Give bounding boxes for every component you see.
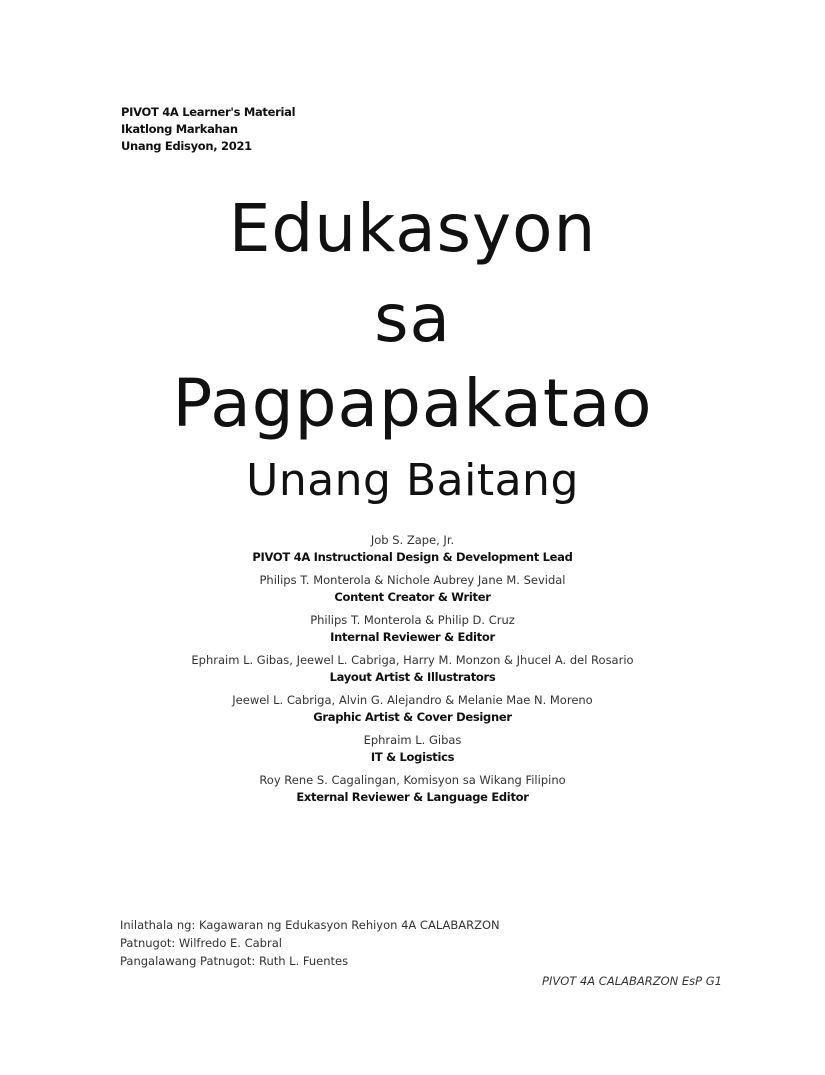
credit-role: External Reviewer & Language Editor [296, 790, 529, 804]
credit-names: Roy Rene S. Cagalingan, Komisyon sa Wikang Filipino [259, 773, 566, 787]
credit-entry [0, 572, 825, 606]
quarter-label: Ikatlong Markahan [121, 122, 238, 136]
credit-entry [0, 692, 825, 726]
publication-info [120, 916, 500, 970]
credit-role: IT & Logistics [370, 750, 455, 764]
title-line-2: sa [374, 280, 451, 357]
credit-entry [0, 772, 825, 806]
title-line-3: Pagpapakatao [172, 365, 653, 442]
page-footer: PIVOT 4A CALABARZON EsP G1 [542, 974, 722, 988]
title-line-1: Edukasyon [228, 190, 597, 267]
credit-role: Graphic Artist & Cover Designer [313, 710, 512, 724]
credit-entry [0, 612, 825, 646]
grade-level: Unang Baitang [246, 455, 579, 506]
credit-role: Content Creator & Writer [334, 590, 491, 604]
edition-label: Unang Edisyon, 2021 [121, 139, 252, 153]
material-label: PIVOT 4A Learner's Material [121, 105, 296, 119]
credit-names: Job S. Zape, Jr. [370, 533, 455, 547]
assistant-editor-line: Pangalawang Patnugot: Ruth L. Fuentes [120, 954, 349, 968]
credit-names: Jeewel L. Cabriga, Alvin G. Alejandro & Melanie Mae N. Moreno [232, 693, 593, 707]
credit-names: Philips T. Monterola & Philip D. Cruz [310, 613, 515, 627]
editor-line: Patnugot: Wilfredo E. Cabral [120, 936, 282, 950]
credits-list [0, 532, 825, 812]
document-header [121, 104, 295, 155]
credit-role: Layout Artist & Illustrators [329, 670, 496, 684]
credit-role: PIVOT 4A Instructional Design & Development Lead [252, 550, 573, 564]
credit-entry [0, 732, 825, 766]
publisher-line: Inilathala ng: Kagawaran ng Edukasyon Rehiyon 4A CALABARZON [120, 918, 500, 932]
credit-names: Ephraim L. Gibas [363, 733, 462, 747]
credit-entry [0, 532, 825, 566]
credit-names: Philips T. Monterola & Nichole Aubrey Jane M. Sevidal [259, 573, 566, 587]
credit-role: Internal Reviewer & Editor [330, 630, 495, 644]
credit-names: Ephraim L. Gibas, Jeewel L. Cabriga, Harry M. Monzon & Jhucel A. del Rosario [191, 653, 634, 667]
credit-entry [0, 652, 825, 686]
